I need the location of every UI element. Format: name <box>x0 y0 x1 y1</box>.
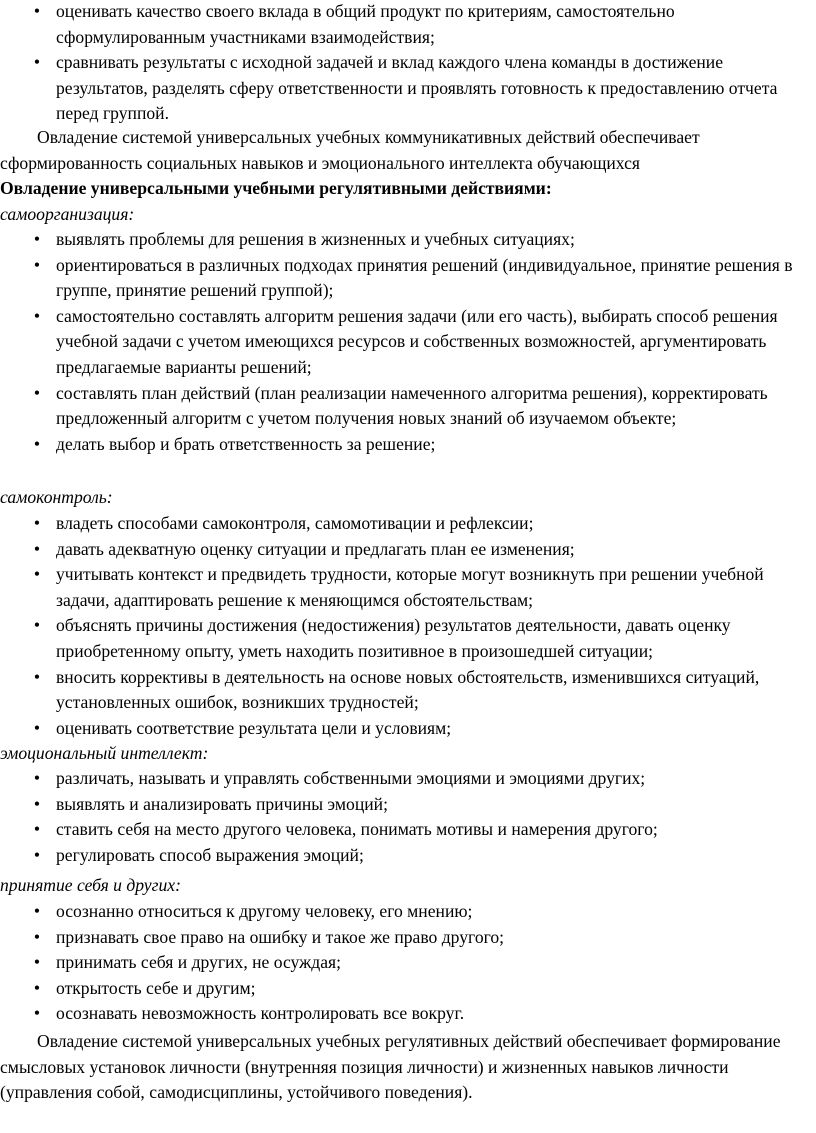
emotional-intelligence-list <box>0 766 816 868</box>
list-item-text: ставить себя на место другого человека, понимать мотивы и намерения другого; <box>56 819 658 840</box>
regulatory-actions-heading: Овладение универсальными учебными регулятивными действиями: <box>0 178 552 198</box>
list-item <box>0 976 816 1002</box>
self-organization-subheading: самоорганизация: <box>0 204 135 224</box>
self-control-list <box>0 511 816 741</box>
bullet-icon: • <box>33 952 41 973</box>
bullet-icon: • <box>33 793 41 814</box>
list-item <box>0 950 816 976</box>
bullet-icon: • <box>33 819 41 840</box>
list-item-text: выявлять и анализировать причины эмоций; <box>56 793 388 814</box>
list-item-text: ориентироваться в различных подходах принятия решений (индивидуальное, принятие решения в группе, принятие решений группой); <box>56 254 793 301</box>
bullet-icon: • <box>33 717 41 738</box>
regulatory-summary-paragraph: Овладение системой универсальных учебных регулятивных действий обеспечивает формирование смысловых установок личности (внутренняя позиция личности) и жизненных навыков личности (управления собой, самодисциплины, устойчивого поведения). <box>0 1031 781 1103</box>
bullet-icon: • <box>33 433 41 454</box>
bullet-icon: • <box>33 901 41 921</box>
bullet-icon: • <box>33 538 41 559</box>
list-item-text: принимать себя и других, не осуждая; <box>56 952 342 973</box>
bullet-icon: • <box>33 229 41 249</box>
list-item-text: различать, называть и управлять собственными эмоциями и эмоциями других; <box>56 768 646 788</box>
list-item <box>0 50 816 127</box>
bullet-icon: • <box>33 977 41 998</box>
self-organization-list <box>0 227 816 457</box>
bullet-icon: • <box>33 926 41 947</box>
intro-bullet-list <box>0 0 816 127</box>
list-item <box>0 253 816 304</box>
list-item <box>0 227 816 253</box>
list-item-text: признавать свое право на ошибку и такое же право другого; <box>56 926 505 947</box>
list-item <box>0 562 816 613</box>
list-item-text: осознанно относиться к другому человеку, его мнению; <box>56 901 473 921</box>
list-item-text: вносить коррективы в деятельность на основе новых обстоятельств, изменившихся ситуаций, установленных ошибок, возникших трудностей; <box>56 666 760 713</box>
bullet-icon: • <box>33 254 41 275</box>
list-item <box>0 665 816 716</box>
list-item-text: оценивать качество своего вклада в общий продукт по критериям, самостоятельно сформулированным участниками взаимодействия; <box>56 1 675 47</box>
list-item-text: объяснять причины достижения (недостижения) результатов деятельности, давать оценку приобретенному опыту, уметь находить позитивное в произошедшей ситуации; <box>56 615 731 661</box>
bullet-icon: • <box>33 513 41 533</box>
list-item-text: сравнивать результаты с исходной задачей и вклад каждого члена команды в достижение результатов, разделять сферу ответственности и проявлять готовность к предоставлению отчета перед группой. <box>56 52 778 124</box>
acceptance-list <box>0 899 816 1027</box>
bullet-icon: • <box>33 564 41 585</box>
emotional-intelligence-subheading: эмоциональный интеллект: <box>0 743 209 763</box>
list-item <box>0 792 816 818</box>
list-item <box>0 432 816 458</box>
list-item-text: оценивать соответствие результата цели и условиям; <box>56 717 452 738</box>
list-item-text: давать адекватную оценку ситуации и предлагать план ее изменения; <box>56 538 575 559</box>
list-item <box>0 511 816 537</box>
list-item <box>0 766 816 792</box>
list-item-text: самостоятельно составлять алгоритм решения задачи (или его часть), выбирать способ решения учебной задачи с учетом имеющихся ресурсов и собственных возможностей, аргументировать предлагаемые варианты решений; <box>56 305 778 377</box>
bullet-icon: • <box>33 305 41 326</box>
bullet-icon: • <box>33 615 41 636</box>
list-item <box>0 613 816 664</box>
communicative-summary-paragraph: Овладение системой универсальных учебных коммуникативных действий обеспечивает сформированность социальных навыков и эмоционального интеллекта обучающихся <box>0 127 700 173</box>
bullet-icon: • <box>33 768 41 788</box>
list-item <box>0 817 816 843</box>
self-control-subheading: самоконтроль: <box>0 487 113 507</box>
list-item-text: регулировать способ выражения эмоций; <box>56 844 364 865</box>
list-item <box>0 899 816 925</box>
list-item <box>0 381 816 432</box>
bullet-icon: • <box>33 1 41 21</box>
list-item <box>0 537 816 563</box>
list-item <box>0 1001 816 1027</box>
list-item-text: выявлять проблемы для решения в жизненных и учебных ситуациях; <box>56 229 575 249</box>
bullet-icon: • <box>33 1003 41 1024</box>
list-item-text: открытость себе и другим; <box>56 977 256 998</box>
list-item-text: осознавать невозможность контролировать все вокруг. <box>56 1003 465 1024</box>
list-item-text: составлять план действий (план реализации намеченного алгоритма решения), корректировать предложенный алгоритм с учетом получения новых знаний об изучаемом объекте; <box>56 382 768 429</box>
bullet-icon: • <box>33 52 41 73</box>
acceptance-subheading: принятие себя и других: <box>0 875 181 895</box>
list-item <box>0 925 816 951</box>
list-item-text: учитывать контекст и предвидеть трудности, которые могут возникнуть при решении учебной задачи, адаптировать решение к меняющимся обстоятельствам; <box>56 564 764 610</box>
bullet-icon: • <box>33 666 41 687</box>
bullet-icon: • <box>33 382 41 403</box>
list-item <box>0 0 816 50</box>
list-item-text: владеть способами самоконтроля, самомотивации и рефлексии; <box>56 513 534 533</box>
list-item <box>0 843 816 869</box>
list-item <box>0 304 816 381</box>
list-item-text: делать выбор и брать ответственность за решение; <box>56 433 436 454</box>
bullet-icon: • <box>33 844 41 865</box>
list-item <box>0 716 816 742</box>
